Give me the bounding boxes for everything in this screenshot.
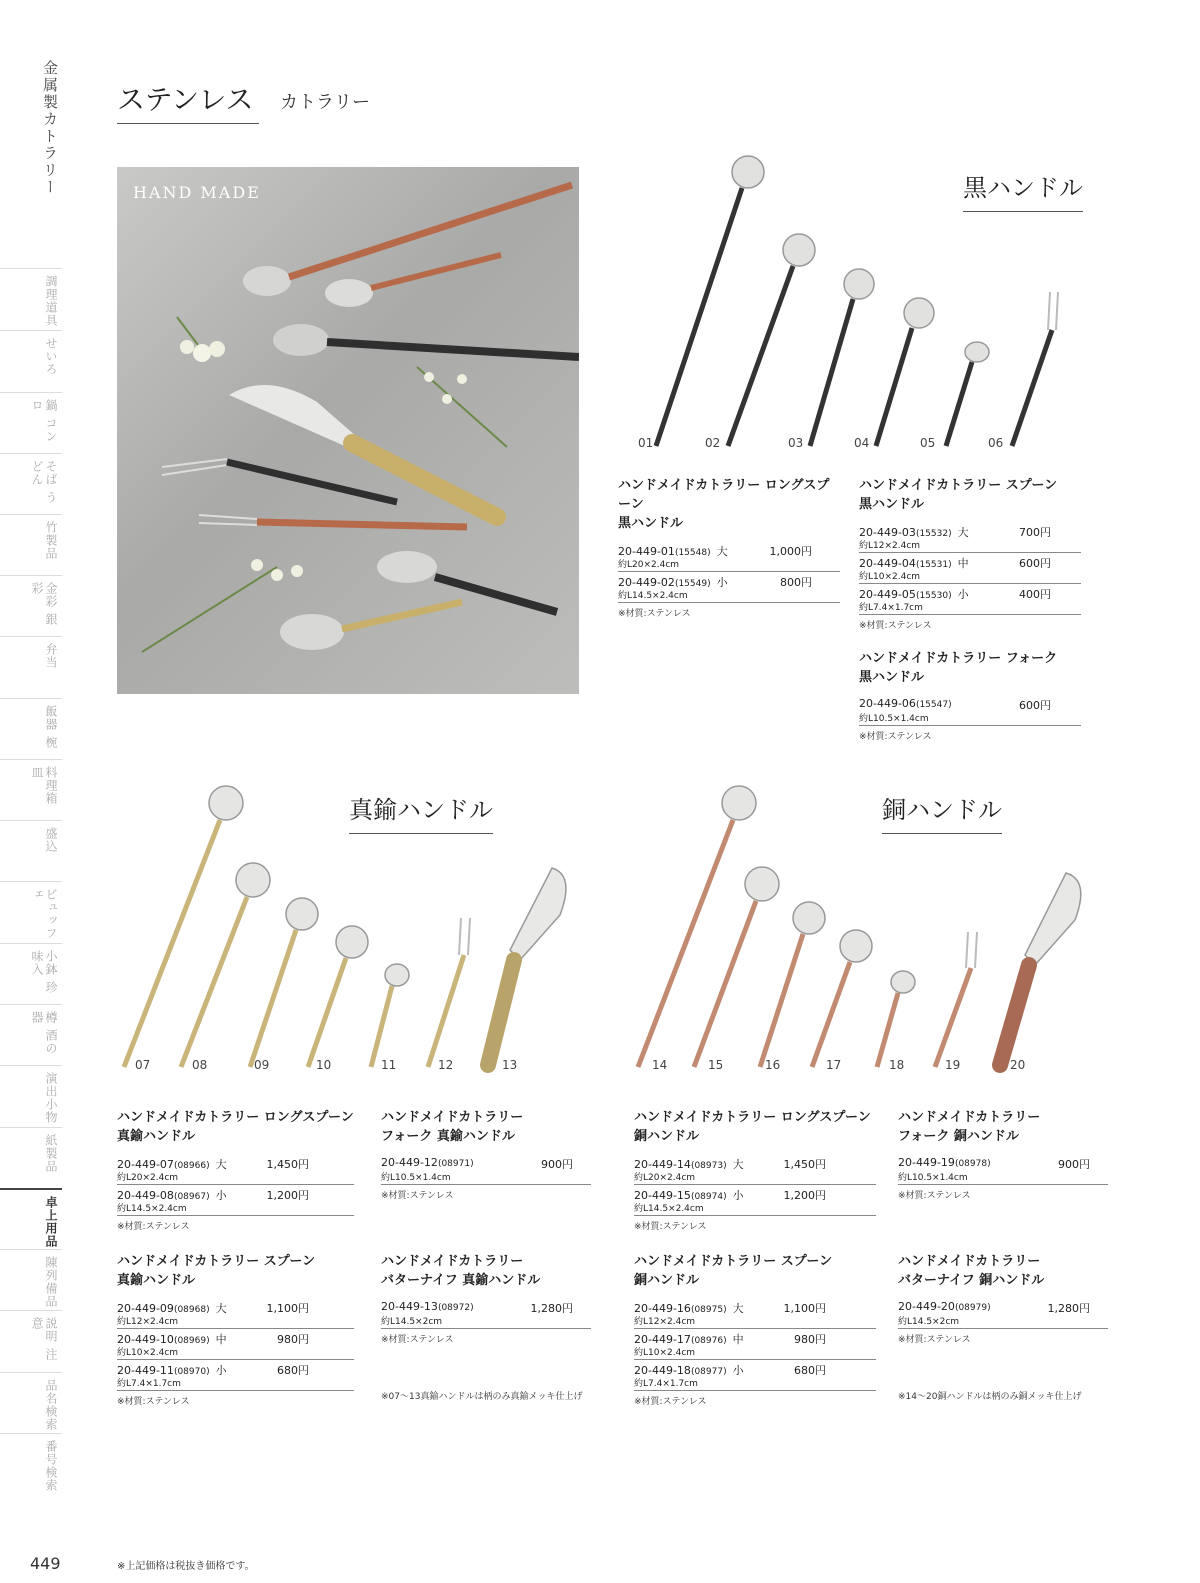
index-tab-label: 説明 注意 [30,1317,58,1361]
product-size: 約L10×2.4cm [859,572,921,582]
size-label: 小 [215,1189,227,1202]
product-code-main: 20-449-05 [859,588,916,601]
product-block [381,1108,591,1201]
item-number: 02 [705,436,721,450]
product-row [898,1156,1108,1185]
item-number: 16 [765,1058,781,1072]
product-block [859,476,1081,631]
index-tab-label: 紙製品 [44,1134,58,1173]
product-size: 約L14.5×2.4cm [618,591,688,601]
product-code-sub: (08971) [437,1159,474,1169]
product-size: 約L12×2.4cm [117,1317,179,1327]
product-size: 約L10×2.4cm [634,1348,696,1358]
product-material: ※材質:ステンレス [117,1222,190,1232]
product-code-main: 20-449-08 [117,1189,174,1202]
item-number: 15 [708,1058,724,1072]
product-code-main: 20-449-11 [117,1364,174,1377]
product-code-sub: (08976) [690,1336,727,1346]
item-number: 10 [316,1058,332,1072]
product-size: 約L14.5×2cm [898,1317,960,1327]
product-row [634,1187,876,1216]
index-tab-label: 飯器 椀 [44,705,58,749]
product-size: 約L10.5×1.4cm [898,1173,968,1183]
index-tab-label: 演出小物 [44,1072,58,1124]
index-tab-label: そば うどん [30,460,58,504]
product-code-sub: (15530) [915,591,952,601]
note-brass: ※07〜13真鍮ハンドルは柄のみ真鍮メッキ仕上げ [381,1392,583,1402]
product-name: ハンドメイドカトラリー バターナイフ 銅ハンドル [898,1254,1045,1288]
size-label: 大 [957,526,969,539]
product-name: ハンドメイドカトラリー スプーン 銅ハンドル [634,1254,833,1288]
product-row [859,555,1081,584]
product-price: 1,280円 [1047,1302,1090,1315]
category-vertical-label: 金属製カトラリー [41,60,59,196]
product-code-main: 20-449-09 [117,1302,174,1315]
product-block [898,1252,1108,1345]
index-tab-label: 小鉢 珍味入 [30,950,58,994]
product-code-main: 20-449-07 [117,1158,174,1171]
product-row [117,1331,354,1360]
item-number: 03 [788,436,804,450]
index-tab-label: 番号検索 [44,1440,58,1492]
product-code-sub: (08966) [173,1161,210,1171]
index-tab-label: 料理箱 皿 [30,766,58,805]
index-tab-label: 品名検索 [44,1379,58,1431]
item-number: 06 [988,436,1004,450]
product-size: 約L7.4×1.7cm [634,1379,698,1389]
product-row [634,1362,876,1391]
product-material: ※材質:ステンレス [117,1397,190,1407]
product-price: 980円 [277,1333,309,1346]
product-row [634,1331,876,1360]
product-material: ※材質:ステンレス [381,1191,454,1201]
product-material: ※材質:ステンレス [859,621,932,631]
product-code-sub: (15549) [674,579,711,589]
product-row [859,524,1081,553]
size-label: 大 [732,1158,744,1171]
product-code-main: 20-449-06 [859,697,916,710]
product-row [634,1156,876,1185]
product-code-main: 20-449-12 [381,1156,438,1169]
item-number: 07 [135,1058,151,1072]
product-price: 980円 [794,1333,826,1346]
copper-handle-cutlery [638,786,1081,1067]
product-name: ハンドメイドカトラリー ロングスプーン 黒ハンドル [618,478,830,531]
product-row [859,697,1081,726]
product-code [381,1156,480,1169]
product-price: 900円 [1058,1158,1090,1171]
index-tab-label: せいろ [44,337,58,376]
product-row [859,586,1081,615]
product-block [634,1252,876,1407]
product-code-main: 20-449-13 [381,1300,438,1313]
index-tab-label: 鍋 コンロ [30,399,58,443]
product-price: 1,200円 [783,1189,826,1202]
product-price: 1,100円 [266,1302,309,1315]
product-code-sub: (08979) [954,1303,991,1313]
product-row [618,574,840,603]
product-block [634,1108,876,1232]
product-price: 680円 [794,1364,826,1377]
product-code-main: 20-449-14 [634,1158,691,1171]
size-label: 大 [732,1302,744,1315]
product-code-sub: (08975) [690,1305,727,1315]
product-row [117,1362,354,1391]
product-name: ハンドメイドカトラリー バターナイフ 真鍮ハンドル [381,1254,541,1288]
section-heading-copper: 銅ハンドル [882,790,1002,834]
product-code-main: 20-449-03 [859,526,916,539]
product-row [117,1156,354,1185]
product-price: 1,100円 [783,1302,826,1315]
product-code-sub: (08968) [173,1305,210,1315]
product-size: 約L20×2.4cm [634,1173,696,1183]
product-code-sub: (15531) [915,560,952,570]
item-number: 05 [920,436,936,450]
product-row [381,1156,591,1185]
product-size: 約L12×2.4cm [859,541,921,551]
size-label: 小 [957,588,969,601]
product-name: ハンドメイドカトラリー ロングスプーン 銅ハンドル [634,1110,871,1144]
product-block [618,476,840,619]
product-code-main: 20-449-04 [859,557,916,570]
product-material: ※材質:ステンレス [634,1222,707,1232]
item-number: 20 [1010,1058,1026,1072]
page-title: ステンレス [117,83,254,116]
size-label: 小 [716,576,728,589]
product-size: 約L7.4×1.7cm [859,603,923,613]
product-block [117,1108,354,1232]
product-price: 600円 [1019,699,1051,712]
product-material: ※材質:ステンレス [618,609,691,619]
size-label: 小 [732,1364,744,1377]
product-code-main: 20-449-15 [634,1189,691,1202]
size-label: 大 [215,1158,227,1171]
product-price: 900円 [541,1158,573,1171]
index-tab-label: 陳列備品 [44,1256,58,1308]
product-code-sub: (15548) [674,548,711,558]
product-code-sub: (08973) [690,1161,727,1171]
product-size: 約L10.5×1.4cm [381,1173,451,1183]
product-code-sub: (08974) [690,1192,727,1202]
product-size: 約L7.4×1.7cm [117,1379,181,1389]
product-size: 約L10.5×1.4cm [859,714,929,724]
product-code-main: 20-449-19 [898,1156,955,1169]
product-size: 約L14.5×2cm [381,1317,443,1327]
note-copper: ※14〜20銅ハンドルは柄のみ銅メッキ仕上げ [898,1392,1082,1402]
product-code-main: 20-449-18 [634,1364,691,1377]
item-number: 13 [502,1058,518,1072]
product-size: 約L12×2.4cm [634,1317,696,1327]
product-row [381,1300,591,1329]
product-code-main: 20-449-17 [634,1333,691,1346]
item-number: 18 [889,1058,905,1072]
product-row [634,1300,876,1329]
product-size: 約L20×2.4cm [117,1173,179,1183]
product-name: ハンドメイドカトラリー フォーク 黒ハンドル [859,651,1058,685]
item-number: 01 [638,436,654,450]
section-heading-black: 黒ハンドル [963,168,1083,212]
product-price: 800円 [780,576,812,589]
product-code [381,1300,480,1313]
product-code-main: 20-449-16 [634,1302,691,1315]
product-name: ハンドメイドカトラリー フォーク 真鍮ハンドル [381,1110,524,1144]
product-row [117,1187,354,1216]
index-tab-label: ビュッフェ [30,888,58,940]
product-code-sub: (08977) [690,1367,727,1377]
section-heading-brass: 真鍮ハンドル [349,790,493,834]
product-code-main: 20-449-02 [618,576,675,589]
product-code-sub: (08978) [954,1159,991,1169]
index-tab-label: 樽 酒の器 [30,1011,58,1055]
product-code-sub: (15547) [915,700,952,710]
product-size: 約L20×2.4cm [618,560,680,570]
product-code-main: 20-449-01 [618,545,675,558]
product-name: ハンドメイドカトラリー フォーク 銅ハンドル [898,1110,1041,1144]
product-price: 400円 [1019,588,1051,601]
product-name: ハンドメイドカトラリー スプーン 真鍮ハンドル [117,1254,316,1288]
product-material: ※材質:ステンレス [859,732,932,742]
product-price: 1,450円 [266,1158,309,1171]
item-number: 11 [381,1058,397,1072]
black-handle-cutlery [656,156,1058,446]
product-code-main: 20-449-10 [117,1333,174,1346]
product-block [381,1252,591,1345]
product-code [898,1156,997,1169]
product-row [117,1300,354,1329]
photo-label: HAND MADE [133,183,261,202]
item-number: 17 [826,1058,842,1072]
page-subtitle: カトラリー [280,92,370,113]
product-size: 約L14.5×2.4cm [634,1204,704,1214]
product-price: 1,200円 [266,1189,309,1202]
product-block [898,1108,1108,1201]
product-name: ハンドメイドカトラリー ロングスプーン 真鍮ハンドル [117,1110,354,1144]
size-label: 小 [732,1189,744,1202]
item-number: 12 [438,1058,454,1072]
footnote: ※上記価格は税抜き価格です。 [117,1561,255,1572]
product-price: 1,280円 [530,1302,573,1315]
product-code-sub: (08972) [437,1303,474,1313]
index-tab-label: 卓上用品 [44,1196,58,1248]
size-label: 中 [215,1333,227,1346]
product-price: 600円 [1019,557,1051,570]
product-block [117,1252,354,1407]
product-code-main: 20-449-20 [898,1300,955,1313]
index-tab-label: 竹製品 [44,521,58,560]
page-number: 449 [30,1554,61,1573]
product-price: 700円 [1019,526,1051,539]
index-tab-label: 弁当 [44,643,58,669]
product-code [859,697,958,710]
product-material: ※材質:ステンレス [381,1335,454,1345]
index-tab-label: 金彩 銀彩 [30,582,58,626]
product-material: ※材質:ステンレス [898,1191,971,1201]
product-price: 1,450円 [783,1158,826,1171]
product-code-sub: (08969) [173,1336,210,1346]
product-code-sub: (08970) [173,1367,210,1377]
product-material: ※材質:ステンレス [898,1335,971,1345]
item-number: 09 [254,1058,270,1072]
brass-handle-cutlery [124,786,566,1067]
product-code [898,1300,997,1313]
product-price: 680円 [277,1364,309,1377]
product-name: ハンドメイドカトラリー スプーン 黒ハンドル [859,478,1058,512]
item-number: 19 [945,1058,961,1072]
size-label: 中 [957,557,969,570]
size-label: 小 [215,1364,227,1377]
size-label: 大 [716,545,728,558]
size-label: 大 [215,1302,227,1315]
size-label: 中 [732,1333,744,1346]
item-number: 08 [192,1058,208,1072]
product-size: 約L10×2.4cm [117,1348,179,1358]
product-code-sub: (15532) [915,529,952,539]
product-block [859,649,1081,742]
index-tab-label: 盛込 [44,827,58,853]
item-number: 04 [854,436,870,450]
product-code-sub: (08967) [173,1192,210,1202]
product-material: ※材質:ステンレス [634,1397,707,1407]
product-price: 1,000円 [769,545,812,558]
item-number: 14 [652,1058,668,1072]
product-row [898,1300,1108,1329]
index-tab-label: 調理道具 [44,275,58,327]
product-row [618,543,840,572]
product-size: 約L14.5×2.4cm [117,1204,187,1214]
